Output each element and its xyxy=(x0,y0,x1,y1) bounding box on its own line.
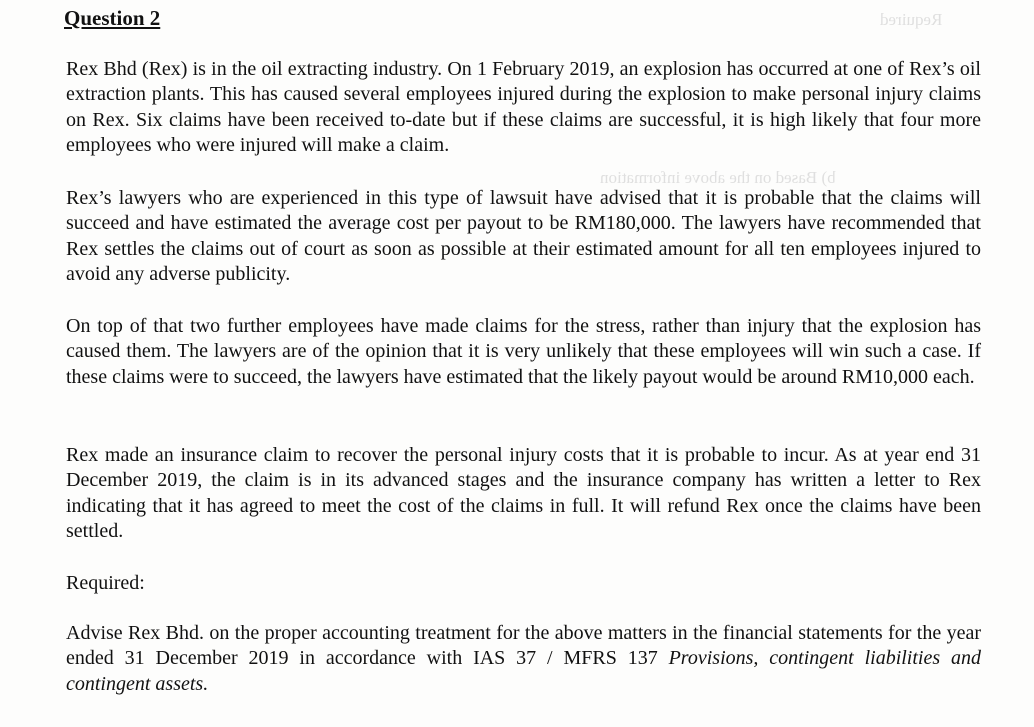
paragraph-explosion-background: Rex Bhd (Rex) is in the oil extracting industry. On 1 February 2019, an explosion has occurred at one of Rex’s oil extraction plants. This has caused several employees injured during the explosion to make personal injury claims on Rex. Six claims have been received to-date but if these claims are successful, it is high likely that four more employees who were injured will make a claim. xyxy=(66,58,981,157)
bleed-through-artifact: Required xyxy=(880,10,943,29)
question-title: Question 2 xyxy=(64,6,161,30)
paragraph-lawyers-advice: Rex’s lawyers who are experienced in this type of lawsuit have advised that it is probable that the claims will succeed and have estimated the average cost per payout to be RM180,000. The lawyers have recommended that Rex settles the claims out of court as soon as possible at their estimated amount for all ten employees injured to avoid any adverse publicity. xyxy=(66,187,981,286)
required-label: Required: xyxy=(66,572,145,594)
bleed-through-artifact: b) Based on the above information xyxy=(600,168,836,187)
paragraph-insurance-claim: Rex made an insurance claim to recover the personal injury costs that it is probable to incur. As at year end 31 December 2019, the claim is in its advanced stages and the insurance company has written a letter to Rex indicating that it has agreed to meet the cost of the claims in full. It will refund Rex once the claims have been settled. xyxy=(66,444,981,543)
standard-title: Provisions, contingent liabilities and contingent assets. xyxy=(66,647,982,695)
required-instruction xyxy=(66,621,981,697)
instruction-text: Advise Rex Bhd. on the proper accounting treatment for the above matters in the financial statements for the year ended 31 December 2019 in accordance with IAS 37 / MFRS 137 xyxy=(66,622,981,670)
paragraph-stress-claims: On top of that two further employees have made claims for the stress, rather than injury that the explosion has caused them. The lawyers are of the opinion that it is very unlikely that these employees will win such a case. If these claims were to succeed, the lawyers have estimated that the likely payout would be around RM10,000 each. xyxy=(66,315,981,388)
